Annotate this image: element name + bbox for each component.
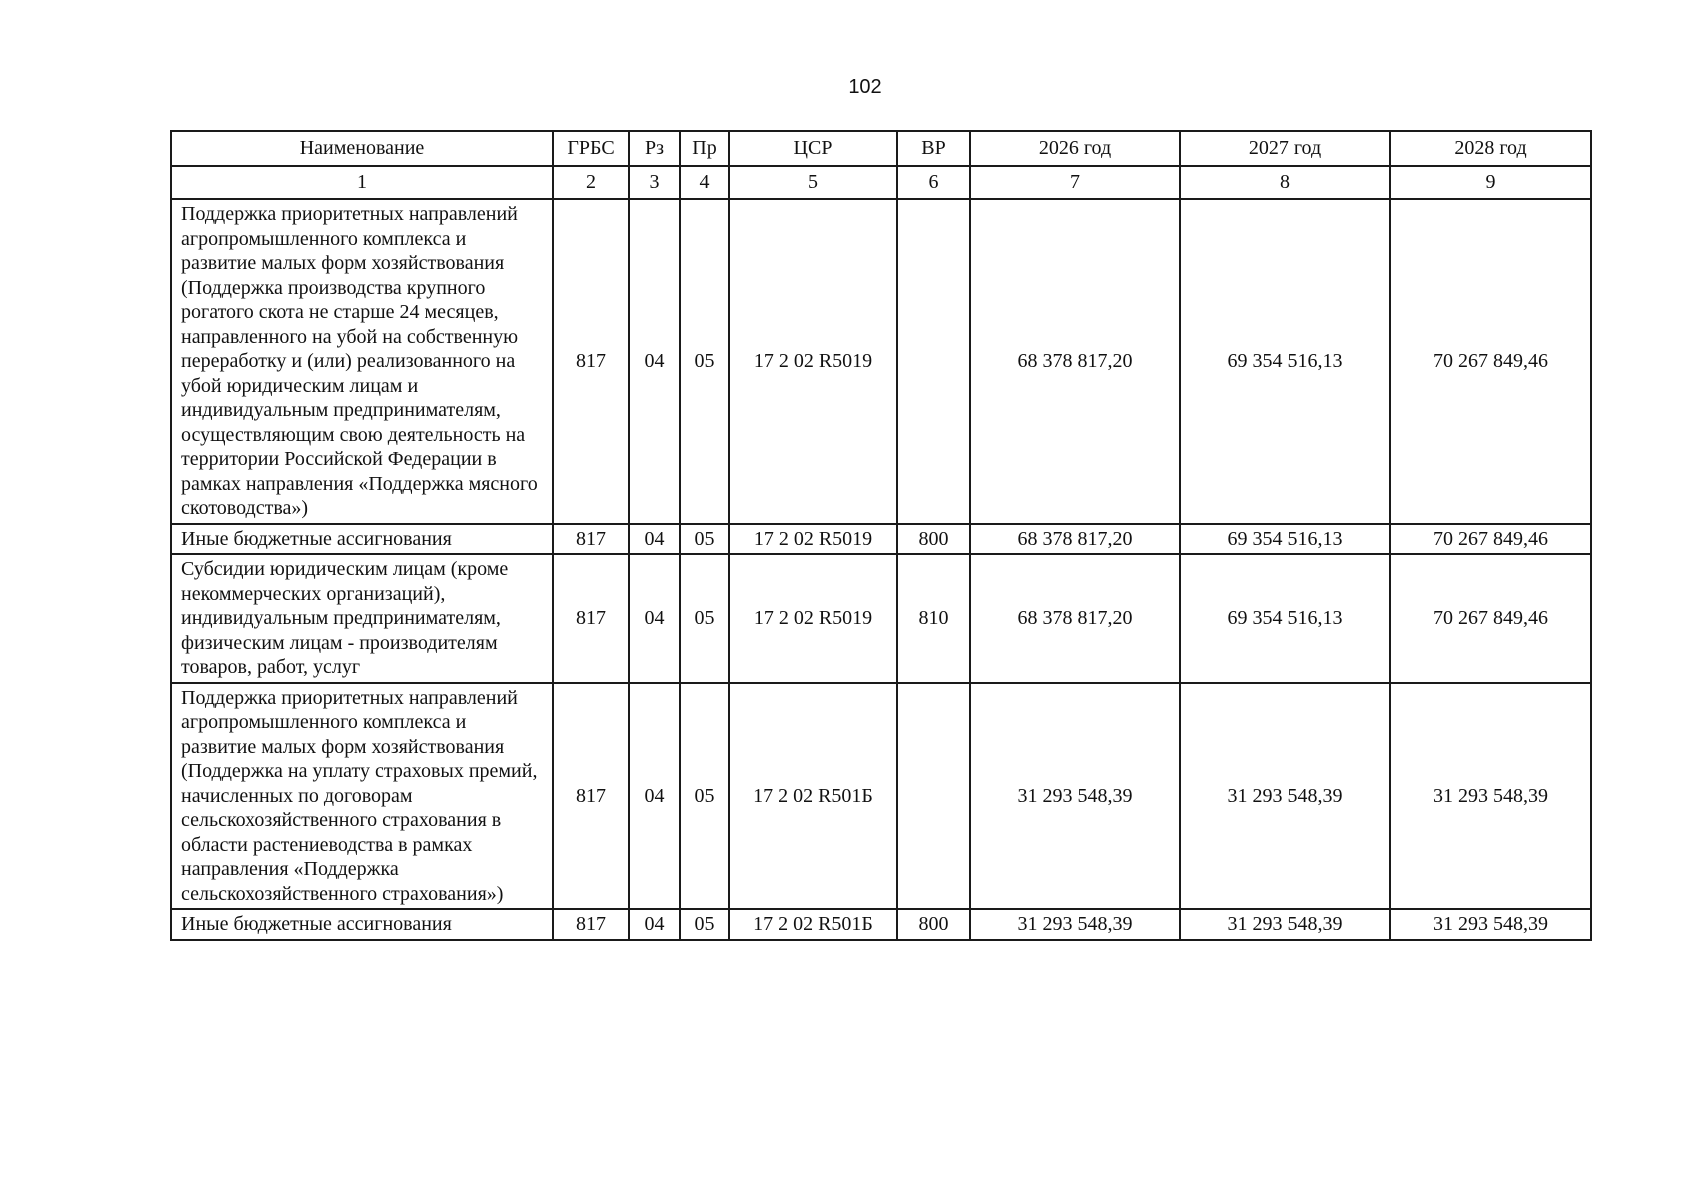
budget-table <box>170 130 1592 941</box>
column-number-row <box>171 166 1591 199</box>
row-pr: 05 <box>680 683 729 910</box>
row-grbs: 817 <box>553 909 629 940</box>
row-amount-2028: 70 267 849,46 <box>1390 524 1591 555</box>
header-row <box>171 131 1591 166</box>
header-2026: 2026 год <box>970 131 1180 166</box>
row-amount-2027: 31 293 548,39 <box>1180 683 1390 910</box>
row-rz: 04 <box>629 199 680 524</box>
row-name: Субсидии юридическим лицам (кроме некоммерческих организаций), индивидуальным предпринимателям, физическим лицам - производителям товаров, работ, услуг <box>171 554 553 683</box>
column-number: 4 <box>680 166 729 199</box>
row-vr <box>897 199 970 524</box>
row-csr: 17 2 02 R501Б <box>729 909 897 940</box>
header-vr: ВР <box>897 131 970 166</box>
row-amount-2026: 31 293 548,39 <box>970 909 1180 940</box>
row-pr: 05 <box>680 909 729 940</box>
row-csr: 17 2 02 R501Б <box>729 683 897 910</box>
table-row <box>171 524 1591 555</box>
row-csr: 17 2 02 R5019 <box>729 524 897 555</box>
table-row <box>171 554 1591 683</box>
column-number: 2 <box>553 166 629 199</box>
row-vr: 800 <box>897 909 970 940</box>
page-number: 102 <box>848 76 882 98</box>
row-amount-2027: 69 354 516,13 <box>1180 524 1390 555</box>
header-2028: 2028 год <box>1390 131 1591 166</box>
column-number: 7 <box>970 166 1180 199</box>
row-rz: 04 <box>629 554 680 683</box>
column-number: 5 <box>729 166 897 199</box>
row-amount-2026: 68 378 817,20 <box>970 524 1180 555</box>
row-pr: 05 <box>680 524 729 555</box>
row-name: Иные бюджетные ассигнования <box>171 909 553 940</box>
row-vr: 800 <box>897 524 970 555</box>
row-amount-2027: 69 354 516,13 <box>1180 199 1390 524</box>
row-amount-2028: 31 293 548,39 <box>1390 909 1591 940</box>
row-amount-2026: 68 378 817,20 <box>970 199 1180 524</box>
row-rz: 04 <box>629 683 680 910</box>
row-name: Иные бюджетные ассигнования <box>171 524 553 555</box>
row-rz: 04 <box>629 524 680 555</box>
column-number: 1 <box>171 166 553 199</box>
row-vr <box>897 683 970 910</box>
header-rz: Рз <box>629 131 680 166</box>
row-name: Поддержка приоритетных направлений агропромышленного комплекса и развитие малых форм хозяйствования (Поддержка на уплату страховых премий, начисленных по договорам сельскохозяйственного страхования в области растениеводства в рамках направления «Поддержка сельскохозяйственного страхования») <box>171 683 553 910</box>
row-amount-2027: 31 293 548,39 <box>1180 909 1390 940</box>
row-amount-2028: 70 267 849,46 <box>1390 199 1591 524</box>
table-row <box>171 683 1591 910</box>
header-pr: Пр <box>680 131 729 166</box>
row-pr: 05 <box>680 554 729 683</box>
row-grbs: 817 <box>553 524 629 555</box>
table-row <box>171 199 1591 524</box>
row-rz: 04 <box>629 909 680 940</box>
row-csr: 17 2 02 R5019 <box>729 554 897 683</box>
row-vr: 810 <box>897 554 970 683</box>
row-amount-2026: 31 293 548,39 <box>970 683 1180 910</box>
column-number: 3 <box>629 166 680 199</box>
header-2027: 2027 год <box>1180 131 1390 166</box>
row-amount-2026: 68 378 817,20 <box>970 554 1180 683</box>
column-number: 6 <box>897 166 970 199</box>
table-row <box>171 909 1591 940</box>
row-name: Поддержка приоритетных направлений агропромышленного комплекса и развитие малых форм хозяйствования (Поддержка производства крупного рогатого скота не старше 24 месяцев, направленного на убой на собственную переработку и (или) реализованного на убой юридическим лицам и индивидуальным предпринимателям, осуществляющим свою деятельность на территории Российской Федерации в рамках направления «Поддержка мясного скотоводства») <box>171 199 553 524</box>
row-pr: 05 <box>680 199 729 524</box>
header-csr: ЦСР <box>729 131 897 166</box>
column-number: 9 <box>1390 166 1591 199</box>
row-amount-2028: 70 267 849,46 <box>1390 554 1591 683</box>
row-grbs: 817 <box>553 683 629 910</box>
header-name: Наименование <box>171 131 553 166</box>
row-grbs: 817 <box>553 199 629 524</box>
row-amount-2027: 69 354 516,13 <box>1180 554 1390 683</box>
row-grbs: 817 <box>553 554 629 683</box>
header-grbs: ГРБС <box>553 131 629 166</box>
row-amount-2028: 31 293 548,39 <box>1390 683 1591 910</box>
row-csr: 17 2 02 R5019 <box>729 199 897 524</box>
column-number: 8 <box>1180 166 1390 199</box>
